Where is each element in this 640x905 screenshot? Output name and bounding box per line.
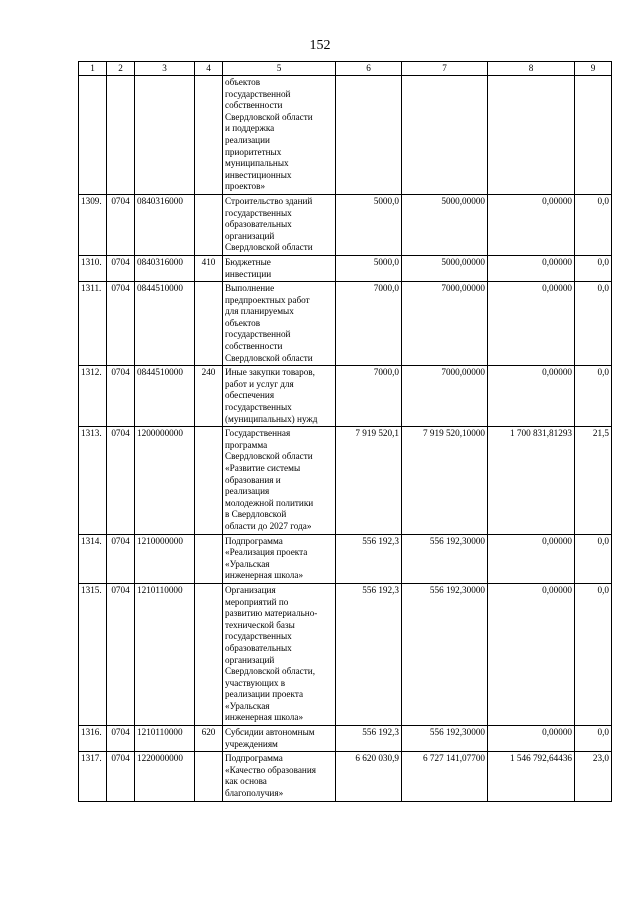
column-header: 1 (79, 62, 107, 76)
row-number-cell: 1313. (79, 427, 107, 534)
expense-type-code-cell (195, 194, 223, 255)
execution-percent-cell (575, 76, 612, 195)
expense-type-code-cell (195, 534, 223, 583)
row-number-cell: 1310. (79, 255, 107, 281)
table-row (79, 752, 612, 801)
executed-amount-cell: 1 700 831,81293 (488, 427, 575, 534)
table-row (79, 534, 612, 583)
execution-percent-cell: 0,0 (575, 255, 612, 281)
table-row (79, 194, 612, 255)
executed-amount-cell: 0,00000 (488, 366, 575, 427)
executed-amount-cell: 0,00000 (488, 282, 575, 366)
current-amount-cell (402, 76, 488, 195)
current-amount-cell: 6 727 141,07700 (402, 752, 488, 801)
target-article-code-cell: 0840316000 (135, 194, 195, 255)
row-number-cell: 1314. (79, 534, 107, 583)
approved-amount-cell: 556 192,3 (336, 583, 402, 725)
expense-type-code-cell: 620 (195, 726, 223, 752)
item-name-cell: Подпрограмма «Качество образования как основа благополучия» (223, 752, 336, 801)
approved-amount-cell: 556 192,3 (336, 726, 402, 752)
table-header-row (79, 62, 612, 76)
section-code-cell (107, 76, 135, 195)
target-article-code-cell (135, 76, 195, 195)
section-code-cell: 0704 (107, 583, 135, 725)
execution-percent-cell: 0,0 (575, 583, 612, 725)
table-row (79, 255, 612, 281)
execution-percent-cell: 21,5 (575, 427, 612, 534)
expense-type-code-cell (195, 752, 223, 801)
current-amount-cell: 7 919 520,10000 (402, 427, 488, 534)
current-amount-cell: 5000,00000 (402, 194, 488, 255)
current-amount-cell: 556 192,30000 (402, 726, 488, 752)
current-amount-cell: 556 192,30000 (402, 583, 488, 725)
table-row (79, 76, 612, 195)
execution-percent-cell: 0,0 (575, 534, 612, 583)
approved-amount-cell: 7000,0 (336, 366, 402, 427)
table-row (79, 282, 612, 366)
target-article-code-cell: 1210110000 (135, 583, 195, 725)
execution-percent-cell: 0,0 (575, 366, 612, 427)
expense-type-code-cell (195, 282, 223, 366)
executed-amount-cell: 0,00000 (488, 255, 575, 281)
execution-percent-cell: 0,0 (575, 726, 612, 752)
approved-amount-cell (336, 76, 402, 195)
item-name-cell: Выполнение предпроектных работ для планируемых объектов государственной собственности Свердловской области (223, 282, 336, 366)
current-amount-cell: 7000,00000 (402, 366, 488, 427)
section-code-cell: 0704 (107, 366, 135, 427)
executed-amount-cell: 0,00000 (488, 726, 575, 752)
item-name-cell: Бюджетные инвестиции (223, 255, 336, 281)
column-header: 8 (488, 62, 575, 76)
approved-amount-cell: 5000,0 (336, 194, 402, 255)
executed-amount-cell: 1 546 792,64436 (488, 752, 575, 801)
target-article-code-cell: 0844510000 (135, 282, 195, 366)
target-article-code-cell: 0840316000 (135, 255, 195, 281)
current-amount-cell: 7000,00000 (402, 282, 488, 366)
approved-amount-cell: 5000,0 (336, 255, 402, 281)
column-header: 2 (107, 62, 135, 76)
approved-amount-cell: 7 919 520,1 (336, 427, 402, 534)
item-name-cell: объектов государственной собственности Свердловской области и поддержка реализации приоритетных муниципальных инвестиционных проектов» (223, 76, 336, 195)
section-code-cell: 0704 (107, 534, 135, 583)
current-amount-cell: 556 192,30000 (402, 534, 488, 583)
item-name-cell: Организация мероприятий по развитию материально- технической базы государственных образовательных организаций Свердловской области, участвующих в реализации проекта «Уральская инженерная школа» (223, 583, 336, 725)
section-code-cell: 0704 (107, 726, 135, 752)
row-number-cell: 1309. (79, 194, 107, 255)
approved-amount-cell: 7000,0 (336, 282, 402, 366)
column-header: 7 (402, 62, 488, 76)
executed-amount-cell: 0,00000 (488, 534, 575, 583)
item-name-cell: Строительство зданий государственных образовательных организаций Свердловской области (223, 194, 336, 255)
expense-type-code-cell: 240 (195, 366, 223, 427)
item-name-cell: Иные закупки товаров, работ и услуг для обеспечения государственных (муниципальных) нужд (223, 366, 336, 427)
section-code-cell: 0704 (107, 194, 135, 255)
item-name-cell: Субсидии автономным учреждениям (223, 726, 336, 752)
row-number-cell: 1315. (79, 583, 107, 725)
execution-percent-cell: 0,0 (575, 194, 612, 255)
executed-amount-cell (488, 76, 575, 195)
item-name-cell: Государственная программа Свердловской области «Развитие системы образования и реализация молодежной политики в Свердловской области до 2027 года» (223, 427, 336, 534)
table-row (79, 583, 612, 725)
budget-table (78, 61, 612, 802)
row-number-cell: 1316. (79, 726, 107, 752)
section-code-cell: 0704 (107, 282, 135, 366)
column-header: 3 (135, 62, 195, 76)
current-amount-cell: 5000,00000 (402, 255, 488, 281)
page-number: 152 (309, 38, 331, 53)
target-article-code-cell: 0844510000 (135, 366, 195, 427)
expense-type-code-cell (195, 76, 223, 195)
column-header: 4 (195, 62, 223, 76)
expense-type-code-cell: 410 (195, 255, 223, 281)
target-article-code-cell: 1210110000 (135, 726, 195, 752)
target-article-code-cell: 1220000000 (135, 752, 195, 801)
section-code-cell: 0704 (107, 255, 135, 281)
expense-type-code-cell (195, 583, 223, 725)
table-row (79, 726, 612, 752)
execution-percent-cell: 0,0 (575, 282, 612, 366)
row-number-cell: 1312. (79, 366, 107, 427)
column-header: 6 (336, 62, 402, 76)
row-number-cell (79, 76, 107, 195)
table-row (79, 427, 612, 534)
row-number-cell: 1311. (79, 282, 107, 366)
execution-percent-cell: 23,0 (575, 752, 612, 801)
column-header: 5 (223, 62, 336, 76)
approved-amount-cell: 556 192,3 (336, 534, 402, 583)
item-name-cell: Подпрограмма «Реализация проекта «Уральская инженерная школа» (223, 534, 336, 583)
expense-type-code-cell (195, 427, 223, 534)
section-code-cell: 0704 (107, 427, 135, 534)
column-header: 9 (575, 62, 612, 76)
table-row (79, 366, 612, 427)
target-article-code-cell: 1200000000 (135, 427, 195, 534)
section-code-cell: 0704 (107, 752, 135, 801)
row-number-cell: 1317. (79, 752, 107, 801)
executed-amount-cell: 0,00000 (488, 583, 575, 725)
approved-amount-cell: 6 620 030,9 (336, 752, 402, 801)
target-article-code-cell: 1210000000 (135, 534, 195, 583)
executed-amount-cell: 0,00000 (488, 194, 575, 255)
